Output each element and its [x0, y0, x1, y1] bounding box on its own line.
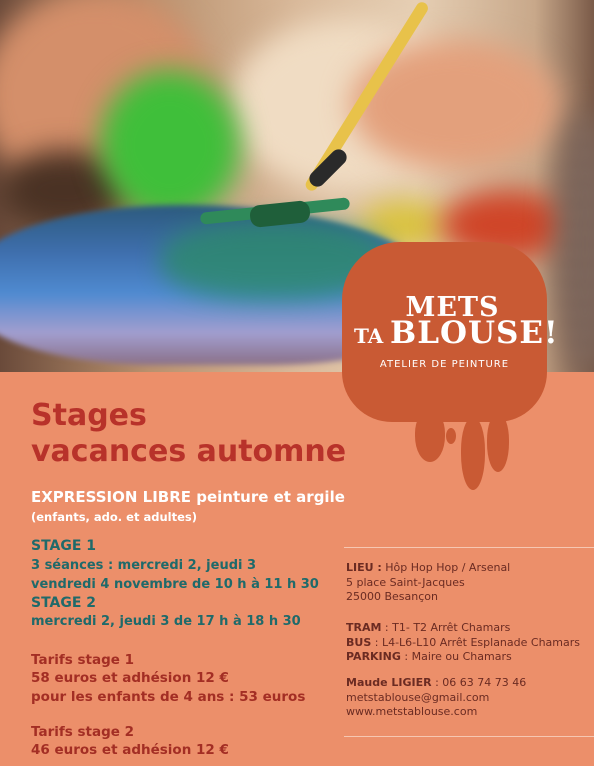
- tarifs2-label: Tarifs stage 2: [31, 724, 134, 740]
- logo-mets: METS: [405, 292, 500, 323]
- logo-ta: TA: [354, 324, 384, 348]
- transport-block: [346, 621, 580, 665]
- venue-block: [346, 561, 510, 605]
- stage2-line-1: mercredi 2, jeudi 3 de 17 h à 18 h 30: [31, 614, 301, 629]
- page-title: [31, 398, 346, 470]
- parking-line: [346, 650, 580, 665]
- logo-blouse: BLOUSE!: [390, 315, 559, 351]
- contact-name: Maude LIGIER: [346, 676, 432, 689]
- venue-name: Hôp Hop Hop / Arsenal: [385, 561, 511, 574]
- tarifs2-line-1: 46 euros et adhésion 12 €: [31, 742, 229, 758]
- venue-line: [346, 561, 510, 576]
- tarifs1-line-1: 58 euros et adhésion 12 €: [31, 670, 229, 686]
- contact-line: [346, 676, 526, 691]
- venue-address-2: 25000 Besançon: [346, 590, 438, 603]
- stage1-label: STAGE 1: [31, 538, 97, 554]
- photo-green-bottle: [100, 70, 240, 220]
- title-line-1: Stages: [31, 398, 147, 433]
- logo-drip: [461, 418, 485, 490]
- tarifs1-label: Tarifs stage 1: [31, 652, 134, 668]
- logo-drip: [446, 428, 456, 444]
- contact-website[interactable]: www.metstablouse.com: [346, 705, 478, 718]
- stage1-line-2: vendredi 4 novembre de 10 h à 11 h 30: [31, 577, 319, 592]
- divider: [344, 736, 594, 737]
- expression-heading: EXPRESSION LIBRE peinture et argile: [31, 488, 345, 506]
- logo-drip: [487, 414, 509, 472]
- expression-audience: (enfants, ado. et adultes): [31, 510, 197, 524]
- tram-value: : T1- T2 Arrêt Chamars: [381, 621, 511, 634]
- logo-subtitle: ATELIER DE PEINTURE: [379, 359, 510, 370]
- bus-label: BUS: [346, 635, 372, 649]
- venue-address-1: 5 place Saint-Jacques: [346, 575, 465, 589]
- contact-email[interactable]: metstablouse@gmail.com: [346, 690, 490, 704]
- stage2-label: STAGE 2: [31, 595, 97, 611]
- venue-label: LIEU :: [346, 561, 382, 574]
- tarifs1-line-2: pour les enfants de 4 ans : 53 euros: [31, 689, 306, 705]
- contact-phone: : 06 63 74 73 46: [431, 676, 527, 689]
- tram-label: TRAM: [346, 621, 382, 634]
- parking-label: PARKING: [346, 650, 401, 663]
- contact-block: [346, 676, 526, 720]
- parking-value: : Maire ou Chamars: [400, 650, 512, 663]
- bus-value: : L4-L6-L10 Arrêt Esplanade Chamars: [371, 635, 580, 649]
- stage1-line-1: 3 séances : mercredi 2, jeudi 3: [31, 558, 257, 573]
- bus-line: [346, 636, 580, 651]
- title-line-2: vacances automne: [31, 434, 347, 469]
- divider: [344, 547, 594, 548]
- photo-plaid-shirt: [555, 110, 594, 372]
- tram-line: [346, 621, 580, 636]
- logo-badge: [342, 242, 559, 422]
